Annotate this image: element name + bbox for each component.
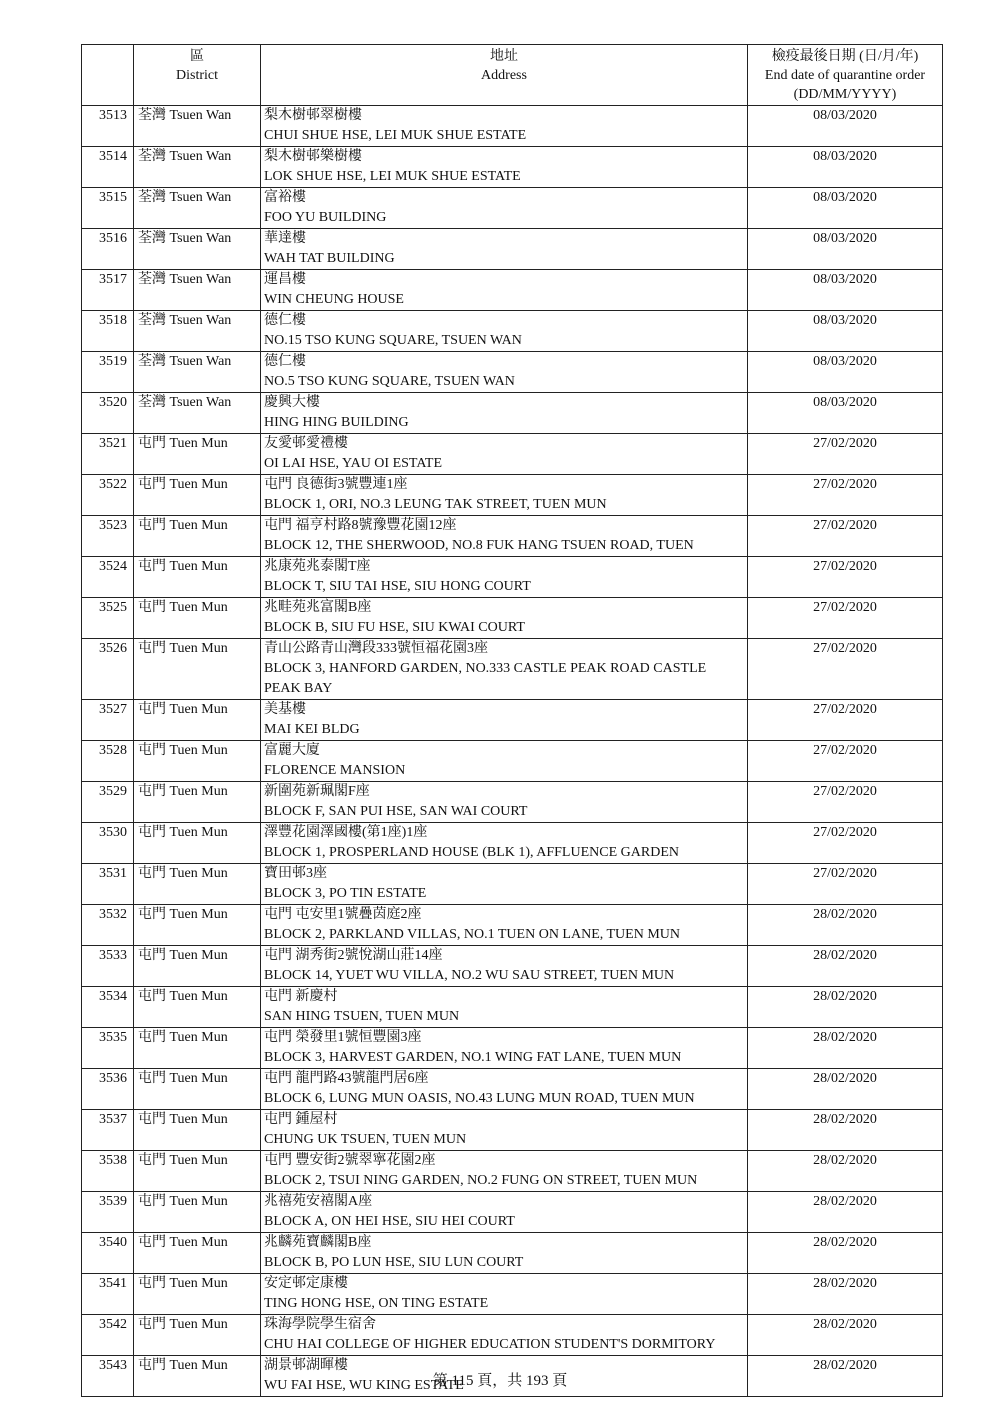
address-line-chinese: 華達樓	[264, 231, 306, 246]
address-line-chinese: 美基樓	[264, 702, 306, 717]
row-end-date: 27/02/2020	[748, 741, 943, 782]
table-header-row	[82, 45, 943, 106]
address-line-english: WAH TAT BUILDING	[264, 251, 395, 266]
row-address	[261, 1069, 748, 1110]
table-row	[82, 270, 943, 311]
address-line-english: CHUNG UK TSUEN, TUEN MUN	[264, 1132, 467, 1147]
row-number: 3533	[82, 946, 134, 987]
row-number: 3518	[82, 311, 134, 352]
row-district: 荃灣 Tsuen Wan	[134, 188, 261, 229]
row-number: 3536	[82, 1069, 134, 1110]
row-district: 屯門 Tuen Mun	[134, 434, 261, 475]
address-line-chinese: 梨木樹邨翠樹樓	[264, 108, 362, 123]
address-line-chinese: 兆禧苑安禧閣A座	[264, 1194, 373, 1209]
row-district: 屯門 Tuen Mun	[134, 1356, 261, 1397]
address-line-chinese: 兆麟苑寶麟閣B座	[264, 1235, 372, 1250]
row-end-date: 28/02/2020	[748, 1192, 943, 1233]
row-number: 3540	[82, 1233, 134, 1274]
row-end-date: 08/03/2020	[748, 270, 943, 311]
address-line-chinese: 富裕樓	[264, 190, 306, 205]
address-line-english: BLOCK A, ON HEI HSE, SIU HEI COURT	[264, 1214, 515, 1229]
address-line-chinese: 安定邨定康樓	[264, 1276, 348, 1291]
row-number: 3522	[82, 475, 134, 516]
address-line-english: BLOCK 1, PROSPERLAND HOUSE (BLK 1), AFFLUENCE GARDEN	[264, 845, 679, 860]
address-line-english: HING HING BUILDING	[264, 415, 409, 430]
row-end-date: 28/02/2020	[748, 905, 943, 946]
address-line-chinese: 友愛邨愛禮樓	[264, 436, 348, 451]
row-end-date: 27/02/2020	[748, 823, 943, 864]
header-address-cell	[261, 45, 748, 106]
row-end-date: 28/02/2020	[748, 1069, 943, 1110]
row-district: 屯門 Tuen Mun	[134, 700, 261, 741]
address-line-chinese: 寶田邨3座	[264, 866, 327, 881]
address-line-english: BLOCK 3, PO TIN ESTATE	[264, 886, 427, 901]
row-number: 3542	[82, 1315, 134, 1356]
row-number: 3527	[82, 700, 134, 741]
header-district-cell	[134, 45, 261, 106]
row-number: 3539	[82, 1192, 134, 1233]
row-number: 3514	[82, 147, 134, 188]
address-line-chinese: 運昌樓	[264, 272, 306, 287]
table-row	[82, 1110, 943, 1151]
row-address	[261, 1315, 748, 1356]
address-line-chinese: 屯門 福亨村路8號豫豐花園12座	[264, 518, 457, 533]
address-line-english: BLOCK T, SIU TAI HSE, SIU HONG COURT	[264, 579, 531, 594]
row-end-date: 27/02/2020	[748, 475, 943, 516]
row-district: 屯門 Tuen Mun	[134, 1233, 261, 1274]
row-end-date: 08/03/2020	[748, 147, 943, 188]
row-district: 屯門 Tuen Mun	[134, 1069, 261, 1110]
address-line-english: WIN CHEUNG HOUSE	[264, 292, 404, 307]
row-district: 屯門 Tuen Mun	[134, 475, 261, 516]
address-line-chinese: 屯門 龍門路43號龍門居6座	[264, 1071, 429, 1086]
row-address	[261, 1233, 748, 1274]
row-number: 3525	[82, 598, 134, 639]
row-end-date: 27/02/2020	[748, 700, 943, 741]
table-row	[82, 106, 943, 147]
header-date-cell	[748, 45, 943, 106]
row-address	[261, 229, 748, 270]
address-line-chinese: 屯門 鍾屋村	[264, 1112, 338, 1127]
address-line-english: BLOCK 2, TSUI NING GARDEN, NO.2 FUNG ON STREET, TUEN MUN	[264, 1173, 698, 1188]
quarantine-address-table	[81, 44, 943, 1397]
table-row	[82, 639, 943, 700]
table-row	[82, 516, 943, 557]
row-district: 屯門 Tuen Mun	[134, 823, 261, 864]
row-district: 屯門 Tuen Mun	[134, 1028, 261, 1069]
row-address	[261, 1110, 748, 1151]
address-line-english: BLOCK 3, HARVEST GARDEN, NO.1 WING FAT LANE, TUEN MUN	[264, 1050, 682, 1065]
row-district: 屯門 Tuen Mun	[134, 1274, 261, 1315]
table-row	[82, 987, 943, 1028]
address-line-english: CHU HAI COLLEGE OF HIGHER EDUCATION STUDENT'S DORMITORY	[264, 1337, 716, 1352]
row-address	[261, 1192, 748, 1233]
row-number: 3519	[82, 352, 134, 393]
address-line-english: BLOCK F, SAN PUI HSE, SAN WAI COURT	[264, 804, 528, 819]
address-line-english: PEAK BAY	[264, 681, 333, 696]
row-end-date: 08/03/2020	[748, 188, 943, 229]
row-district: 屯門 Tuen Mun	[134, 1192, 261, 1233]
table-row	[82, 741, 943, 782]
row-district: 荃灣 Tsuen Wan	[134, 106, 261, 147]
table-row	[82, 782, 943, 823]
row-end-date: 28/02/2020	[748, 1028, 943, 1069]
row-number: 3517	[82, 270, 134, 311]
row-district: 荃灣 Tsuen Wan	[134, 311, 261, 352]
address-line-chinese: 珠海學院學生宿舍	[264, 1317, 376, 1332]
address-line-english: MAI KEI BLDG	[264, 722, 360, 737]
row-address	[261, 475, 748, 516]
address-line-chinese: 屯門 榮發里1號恒豐園3座	[264, 1030, 422, 1045]
table-body	[82, 106, 943, 1397]
address-line-english: SAN HING TSUEN, TUEN MUN	[264, 1009, 460, 1024]
row-address	[261, 516, 748, 557]
address-line-english: CHUI SHUE HSE, LEI MUK SHUE ESTATE	[264, 128, 527, 143]
row-address	[261, 987, 748, 1028]
table-row	[82, 475, 943, 516]
row-district: 荃灣 Tsuen Wan	[134, 270, 261, 311]
row-address	[261, 864, 748, 905]
address-line-chinese: 富麗大廈	[264, 743, 320, 758]
row-end-date: 28/02/2020	[748, 1233, 943, 1274]
row-end-date: 28/02/2020	[748, 1110, 943, 1151]
address-line-chinese: 屯門 屯安里1號疊茵庭2座	[264, 907, 422, 922]
row-end-date: 28/02/2020	[748, 1356, 943, 1397]
page-number: 第 115 頁，共 193 頁	[432, 1373, 568, 1389]
row-address	[261, 1274, 748, 1315]
row-number: 3538	[82, 1151, 134, 1192]
row-number: 3543	[82, 1356, 134, 1397]
row-number: 3530	[82, 823, 134, 864]
row-end-date: 28/02/2020	[748, 987, 943, 1028]
row-end-date: 27/02/2020	[748, 557, 943, 598]
address-line-chinese: 屯門 湖秀街2號悅湖山莊14座	[264, 948, 443, 963]
address-line-english: BLOCK B, PO LUN HSE, SIU LUN COURT	[264, 1255, 524, 1270]
table-row	[82, 1192, 943, 1233]
header-address-en: Address	[481, 68, 527, 83]
address-line-english: TING HONG HSE, ON TING ESTATE	[264, 1296, 489, 1311]
row-number: 3531	[82, 864, 134, 905]
address-line-english: BLOCK 14, YUET WU VILLA, NO.2 WU SAU STREET, TUEN MUN	[264, 968, 675, 983]
address-line-english: NO.5 TSO KUNG SQUARE, TSUEN WAN	[264, 374, 515, 389]
row-address	[261, 1028, 748, 1069]
address-line-english: BLOCK 3, HANFORD GARDEN, NO.333 CASTLE PEAK ROAD CASTLE	[264, 661, 707, 676]
row-address	[261, 741, 748, 782]
header-date-zh: 檢疫最後日期 (日/月/年)	[771, 49, 919, 64]
row-district: 屯門 Tuen Mun	[134, 987, 261, 1028]
row-address	[261, 1151, 748, 1192]
row-district: 屯門 Tuen Mun	[134, 1110, 261, 1151]
address-line-chinese: 德仁樓	[264, 354, 306, 369]
table-row	[82, 434, 943, 475]
row-address	[261, 700, 748, 741]
row-district: 荃灣 Tsuen Wan	[134, 393, 261, 434]
address-line-english: LOK SHUE HSE, LEI MUK SHUE ESTATE	[264, 169, 521, 184]
table-row	[82, 557, 943, 598]
row-number: 3516	[82, 229, 134, 270]
row-end-date: 08/03/2020	[748, 106, 943, 147]
row-district: 屯門 Tuen Mun	[134, 864, 261, 905]
address-line-english: FOO YU BUILDING	[264, 210, 387, 225]
row-address	[261, 434, 748, 475]
row-number: 3534	[82, 987, 134, 1028]
address-line-english: BLOCK B, SIU FU HSE, SIU KWAI COURT	[264, 620, 525, 635]
row-district: 屯門 Tuen Mun	[134, 741, 261, 782]
row-number: 3528	[82, 741, 134, 782]
address-line-chinese: 湖景邨湖暉樓	[264, 1358, 348, 1373]
table-row	[82, 393, 943, 434]
row-end-date: 28/02/2020	[748, 1274, 943, 1315]
header-district-en: District	[176, 68, 218, 83]
header-number-cell	[82, 45, 134, 106]
table-row	[82, 188, 943, 229]
table-row	[82, 1315, 943, 1356]
table-row	[82, 1233, 943, 1274]
address-line-chinese: 兆康苑兆泰閣T座	[264, 559, 371, 574]
table-row	[82, 1151, 943, 1192]
row-number: 3529	[82, 782, 134, 823]
header-date-format: (DD/MM/YYYY)	[793, 87, 897, 102]
row-address	[261, 352, 748, 393]
row-district: 荃灣 Tsuen Wan	[134, 229, 261, 270]
address-line-english: FLORENCE MANSION	[264, 763, 406, 778]
address-line-english: BLOCK 12, THE SHERWOOD, NO.8 FUK HANG TSUEN ROAD, TUEN	[264, 538, 694, 553]
table-row	[82, 352, 943, 393]
address-line-chinese: 新圍苑新珮閣F座	[264, 784, 370, 799]
row-address	[261, 147, 748, 188]
row-district: 屯門 Tuen Mun	[134, 1151, 261, 1192]
row-address	[261, 782, 748, 823]
row-number: 3532	[82, 905, 134, 946]
row-number: 3524	[82, 557, 134, 598]
row-number: 3537	[82, 1110, 134, 1151]
address-line-english: BLOCK 1, ORI, NO.3 LEUNG TAK STREET, TUEN MUN	[264, 497, 607, 512]
row-number: 3515	[82, 188, 134, 229]
table-row	[82, 598, 943, 639]
row-end-date: 08/03/2020	[748, 229, 943, 270]
address-line-chinese: 德仁樓	[264, 313, 306, 328]
row-number: 3523	[82, 516, 134, 557]
address-line-chinese: 屯門 新慶村	[264, 989, 338, 1004]
table-row	[82, 700, 943, 741]
row-district: 荃灣 Tsuen Wan	[134, 352, 261, 393]
table-row	[82, 905, 943, 946]
row-number: 3526	[82, 639, 134, 700]
table-row	[82, 864, 943, 905]
address-line-english: BLOCK 2, PARKLAND VILLAS, NO.1 TUEN ON LANE, TUEN MUN	[264, 927, 680, 942]
row-district: 屯門 Tuen Mun	[134, 946, 261, 987]
address-line-chinese: 梨木樹邨樂樹樓	[264, 149, 362, 164]
row-end-date: 08/03/2020	[748, 393, 943, 434]
address-line-english: BLOCK 6, LUNG MUN OASIS, NO.43 LUNG MUN ROAD, TUEN MUN	[264, 1091, 695, 1106]
table-row	[82, 1028, 943, 1069]
row-end-date: 28/02/2020	[748, 1151, 943, 1192]
row-end-date: 27/02/2020	[748, 782, 943, 823]
row-end-date: 27/02/2020	[748, 864, 943, 905]
row-address	[261, 639, 748, 700]
row-end-date: 08/03/2020	[748, 352, 943, 393]
row-district: 屯門 Tuen Mun	[134, 905, 261, 946]
row-end-date: 28/02/2020	[748, 1315, 943, 1356]
row-district: 屯門 Tuen Mun	[134, 1315, 261, 1356]
address-line-english: WU FAI HSE, WU KING ESTATE	[264, 1378, 464, 1393]
row-end-date: 27/02/2020	[748, 598, 943, 639]
row-address	[261, 188, 748, 229]
address-line-chinese: 屯門 良德街3號豐連1座	[264, 477, 408, 492]
row-district: 屯門 Tuen Mun	[134, 516, 261, 557]
row-number: 3513	[82, 106, 134, 147]
address-line-chinese: 青山公路青山灣段333號恒福花園3座	[264, 641, 488, 656]
row-end-date: 08/03/2020	[748, 311, 943, 352]
address-line-chinese: 澤豐花園澤國樓(第1座)1座	[264, 825, 428, 840]
table-row	[82, 229, 943, 270]
address-line-chinese: 屯門 豐安街2號翠寧花園2座	[264, 1153, 436, 1168]
row-address	[261, 946, 748, 987]
row-district: 屯門 Tuen Mun	[134, 639, 261, 700]
table-row	[82, 147, 943, 188]
table-row	[82, 946, 943, 987]
header-district-zh: 區	[190, 49, 204, 64]
header-address-zh: 地址	[490, 49, 518, 64]
table-row	[82, 823, 943, 864]
row-district: 屯門 Tuen Mun	[134, 557, 261, 598]
row-address	[261, 311, 748, 352]
row-address	[261, 905, 748, 946]
row-number: 3541	[82, 1274, 134, 1315]
row-address	[261, 557, 748, 598]
table-row	[82, 1274, 943, 1315]
row-district: 荃灣 Tsuen Wan	[134, 147, 261, 188]
row-district: 屯門 Tuen Mun	[134, 598, 261, 639]
row-address	[261, 823, 748, 864]
table-row	[82, 1069, 943, 1110]
row-number: 3535	[82, 1028, 134, 1069]
row-number: 3521	[82, 434, 134, 475]
address-line-chinese: 慶興大樓	[264, 395, 320, 410]
row-address	[261, 598, 748, 639]
header-date-en: End date of quarantine order	[764, 68, 926, 83]
address-line-chinese: 兆畦苑兆富閣B座	[264, 600, 372, 615]
table-row	[82, 311, 943, 352]
row-address	[261, 270, 748, 311]
address-line-english: OI LAI HSE, YAU OI ESTATE	[264, 456, 443, 471]
row-end-date: 27/02/2020	[748, 434, 943, 475]
row-district: 屯門 Tuen Mun	[134, 782, 261, 823]
row-address	[261, 106, 748, 147]
address-line-english: NO.15 TSO KUNG SQUARE, TSUEN WAN	[264, 333, 522, 348]
row-end-date: 28/02/2020	[748, 946, 943, 987]
row-number: 3520	[82, 393, 134, 434]
row-end-date: 27/02/2020	[748, 516, 943, 557]
row-end-date: 27/02/2020	[748, 639, 943, 700]
row-address	[261, 393, 748, 434]
